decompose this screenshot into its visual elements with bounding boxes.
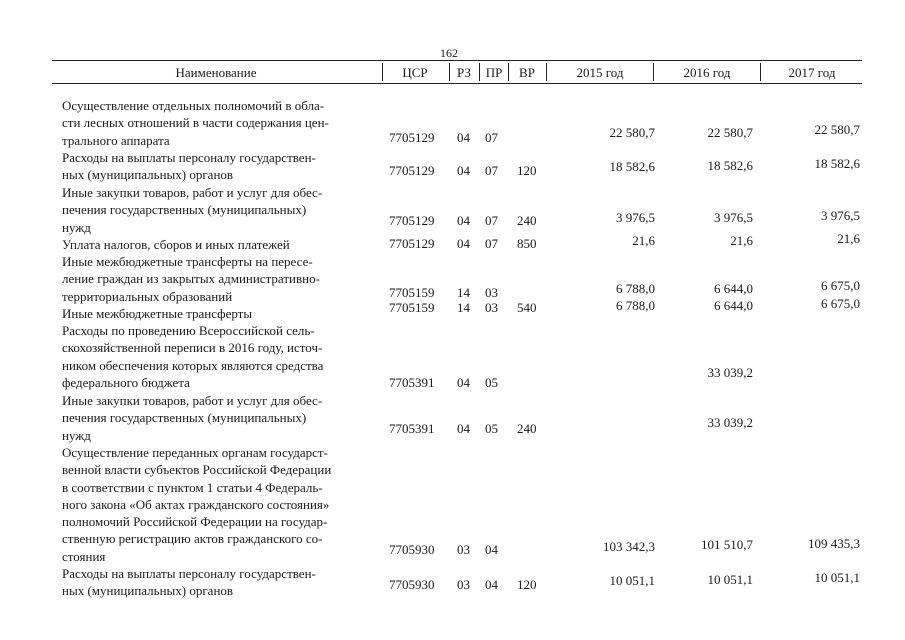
row-name: Иные межбюджетные трансферты: [62, 306, 253, 321]
page-number: 162: [440, 46, 458, 60]
header-vr: ВР: [519, 65, 535, 80]
row-pr: 03: [485, 285, 498, 300]
row-vr: 120: [517, 577, 537, 592]
row-vr: 540: [517, 300, 537, 315]
row-vr: 120: [517, 163, 537, 178]
row-2016: 18 582,6: [707, 158, 753, 173]
row-rz: 04: [457, 130, 470, 145]
header-rz: РЗ: [457, 65, 471, 80]
row-rz: 03: [457, 542, 470, 557]
row-name: Осуществление отдельных полномочий в обла- сти лесных отношений в части содержания цен- трального аппарата: [62, 98, 329, 148]
row-rz: 14: [457, 300, 470, 315]
row-rz: 04: [457, 236, 470, 251]
row-csr: 7705129: [389, 130, 435, 145]
row-2017: 109 435,3: [808, 536, 860, 551]
row-rz: 03: [457, 577, 470, 592]
row-2016: 6 644,0: [714, 281, 753, 296]
row-csr: 7705391: [389, 421, 435, 436]
header-2017: 2017 год: [788, 65, 836, 80]
row-2016: 33 039,2: [707, 365, 753, 380]
header-csr: ЦСР: [402, 65, 428, 80]
row-2016: 10 051,1: [707, 572, 753, 587]
row-2016: 22 580,7: [707, 125, 753, 140]
row-csr: 7705159: [389, 300, 435, 315]
row-2015: 21,6: [632, 233, 655, 248]
header-2016: 2016 год: [683, 65, 731, 80]
row-rz: 04: [457, 213, 470, 228]
row-vr: 240: [517, 213, 537, 228]
row-csr: 7705129: [389, 213, 435, 228]
row-2015: 18 582,6: [609, 159, 655, 174]
row-name: Расходы по проведению Всероссийской сель- скохозяйственной переписи в 2016 году, источ- ником обеспечения которых являются средства федерального бюджета: [62, 323, 324, 390]
row-name: Уплата налогов, сборов и иных платежей: [62, 237, 290, 252]
row-pr: 04: [485, 577, 498, 592]
row-pr: 05: [485, 421, 498, 436]
row-2017: 18 582,6: [814, 156, 860, 171]
row-2017: 21,6: [837, 231, 860, 246]
row-pr: 05: [485, 375, 498, 390]
row-pr: 07: [485, 130, 498, 145]
row-pr: 03: [485, 300, 498, 315]
row-2017: 22 580,7: [814, 122, 860, 137]
row-2017: 3 976,5: [821, 208, 860, 223]
row-csr: 7705129: [389, 236, 435, 251]
row-2015: 103 342,3: [603, 539, 655, 554]
row-2017: 6 675,0: [821, 296, 860, 311]
row-csr: 7705129: [389, 163, 435, 178]
row-pr: 04: [485, 542, 498, 557]
row-rz: 04: [457, 163, 470, 178]
row-name: Иные закупки товаров, работ и услуг для обес- печения государственных (муниципальных) нужд: [62, 393, 323, 443]
row-rz: 04: [457, 421, 470, 436]
header-name: Наименование: [175, 65, 257, 80]
row-rz: 04: [457, 375, 470, 390]
row-name: Иные межбюджетные трансферты на пересе- ление граждан из закрытых административно- территориальных образований: [62, 254, 320, 304]
row-csr: 7705159: [389, 285, 435, 300]
row-vr: 240: [517, 421, 537, 436]
row-rz: 14: [457, 285, 470, 300]
row-2017: 6 675,0: [821, 278, 860, 293]
row-2017: 10 051,1: [814, 570, 860, 585]
row-csr: 7705391: [389, 375, 435, 390]
row-2015: 3 976,5: [616, 210, 655, 225]
row-2015: 22 580,7: [609, 125, 655, 140]
row-csr: 7705930: [389, 577, 435, 592]
row-pr: 07: [485, 163, 498, 178]
row-pr: 07: [485, 213, 498, 228]
row-2016: 21,6: [730, 233, 753, 248]
row-csr: 7705930: [389, 542, 435, 557]
row-name: Расходы на выплаты персоналу государствен- ных (муниципальных) органов: [62, 566, 316, 599]
row-2016: 101 510,7: [701, 537, 753, 552]
row-name: Иные закупки товаров, работ и услуг для обес- печения государственных (муниципальных) нужд: [62, 185, 323, 235]
row-2015: 6 788,0: [616, 298, 655, 313]
row-2015: 6 788,0: [616, 281, 655, 296]
header-pr: ПР: [485, 65, 503, 80]
header-2015: 2015 год: [576, 65, 624, 80]
row-vr: 850: [517, 236, 537, 251]
row-name: Расходы на выплаты персоналу государствен- ных (муниципальных) органов: [62, 150, 316, 183]
row-2015: 10 051,1: [609, 573, 655, 588]
row-2016: 3 976,5: [714, 210, 753, 225]
row-pr: 07: [485, 236, 498, 251]
row-2016: 6 644,0: [714, 298, 753, 313]
row-2016: 33 039,2: [707, 415, 753, 430]
row-name: Осуществление переданных органам государст- венной власти субъектов Российской Федерации в соответствии с пунктом 1 статьи 4 Федераль- ного закона «Об актах гражданского состояния» полномочий Российской Федерации на государ- ственную регистрацию актов гражданского со- стояния: [62, 445, 332, 564]
